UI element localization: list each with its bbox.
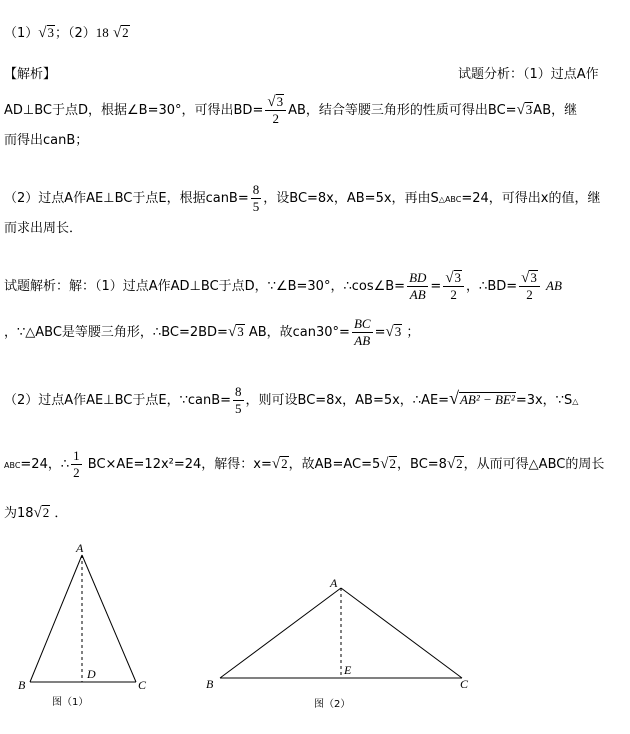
fig2-caption: 图（2） [314, 699, 351, 710]
analysis-text-3a: （2）过点A作AE⊥BC于点E，根据canB= [4, 191, 249, 206]
answer-sqrt3: 3 [47, 25, 55, 40]
solution-text-4d: ，BC=8 [397, 457, 447, 472]
solution-fraction-2: $\frac{√3}{2}$ [443, 270, 464, 303]
solution-text-4c: ，故AB=AC=5 [288, 457, 381, 472]
fig1-label-a: A [76, 541, 84, 555]
solution-frac5-den: 5 [235, 401, 242, 416]
solution-sub-triangle: △ [572, 397, 579, 406]
answer-separator: ；（2） [55, 26, 96, 41]
figure-2 [200, 570, 480, 720]
fig2-side-ac [341, 588, 462, 678]
analysis-line-4: 而求出周长． [4, 221, 83, 236]
fig1-side-ab [30, 555, 82, 682]
solution-fraction-1 [407, 270, 428, 303]
answer-coef: 18 [95, 25, 109, 40]
solution-radical-ae: AB² − BE² [459, 392, 515, 407]
analysis-text-3c: =24，可得出x的值，继 [461, 191, 601, 206]
solution-fraction-4 [352, 316, 373, 349]
solution-frac1-num: BD [409, 270, 427, 285]
solution-text-3a: （2）过点A作AE⊥BC于点E，∵canB= [4, 393, 232, 408]
answer-sqrt2: 2 [122, 25, 129, 40]
solution-fraction-6 [71, 448, 82, 481]
solution-frac5-num: 8 [235, 384, 242, 399]
solution-frac2-num: 3 [454, 270, 462, 285]
analysis-fraction-3 [251, 182, 262, 215]
answer-part1-label: （1） [4, 26, 39, 41]
fig1-side-ac [82, 555, 136, 682]
solution-text-3c: =3x，∵S [515, 393, 573, 408]
answer-line: （1）√3；（2）18 √2 [4, 25, 129, 41]
solution-frac2-den: 2 [450, 287, 457, 302]
solution-frac4-den: AB [354, 333, 371, 348]
solution-line-3: （2）过点A作AE⊥BC于点E，∵canB= $\frac{8}{5}$ ，则可设BC=8x，AB=5x，∴AE=√AB² − BE²=3x，∵S△ [4, 384, 579, 416]
solution-eq-2: = [374, 325, 386, 340]
fig2-label-c: C [460, 677, 469, 691]
analysis-frac-den: 2 [272, 111, 279, 126]
solution-text-1b: ，∴BD= [466, 279, 518, 294]
fig2-side-ab [220, 588, 341, 678]
solution-fraction-3: $\frac{√3}{2}$ [519, 270, 540, 303]
solution-sqrt-2b: 3 [394, 324, 402, 339]
solution-text-1a: 试题解析：解：（1）过点A作AD⊥BC于点D，∵∠B=30°，∴cos∠B= [4, 279, 406, 294]
solution-text-3b: ，则可设BC=8x，AB=5x，∴AE= [245, 393, 450, 408]
fig2-label-e: E [344, 663, 352, 677]
figure-1 [0, 535, 200, 715]
solution-sqrt-4c: 2 [456, 456, 463, 471]
analysis-line-3 [4, 182, 601, 215]
solution-frac6-num: 1 [73, 448, 80, 463]
fig1-label-d: D [87, 667, 96, 681]
solution-text-2b: AB，故can30°= [248, 325, 350, 340]
solution-fraction-5 [233, 384, 244, 417]
analysis-text-1b: AB，结合等腰三角形的性质可得出BC= [288, 103, 517, 118]
solution-frac4-num: BC [353, 316, 371, 331]
solution-sub-abc: ABC [4, 461, 21, 470]
solution-text-4a: =24，∴ [20, 457, 70, 472]
solution-frac3-den: 2 [526, 287, 533, 302]
solution-line-5: 为18√2 ． [4, 505, 68, 521]
solution-line-1 [4, 270, 562, 303]
fig2-label-a: A [330, 576, 338, 590]
solution-text-1c: AB [546, 278, 562, 293]
solution-sqrt-4a: 2 [281, 456, 288, 471]
fig2-label-b: B [206, 677, 214, 691]
fig1-label-b: B [18, 678, 26, 692]
analysis-text-1d: AB，继 [533, 103, 578, 118]
analysis-text-1a: AD⊥BC于点D，根据∠B=30°，可得出BD= [4, 103, 264, 118]
analysis-sub-abc: △ABC [438, 195, 462, 204]
solution-frac6-den: 2 [73, 465, 80, 480]
solution-sqrt-5: 2 [42, 505, 50, 520]
analysis-line-1: AD⊥BC于点D，根据∠B=30°，可得出BD= $\frac{√3}{2}$ AB，结合等腰三角形的性质可得出BC=√3AB，继 [4, 94, 578, 126]
solution-text-2end: ； [406, 325, 420, 340]
fig1-label-c: C [138, 678, 147, 692]
analysis-fraction-1: $\frac{√3}{2}$ [265, 94, 286, 127]
fig1-caption: 图（1） [52, 697, 89, 708]
analysis-frac3-num: 8 [252, 182, 260, 197]
analysis-heading: 【解析】 [4, 67, 57, 82]
solution-text-5a: 为18 [4, 506, 34, 521]
solution-text-5b: ． [54, 506, 68, 521]
analysis-frac-num: 3 [276, 94, 284, 109]
solution-sqrt-2a: 3 [237, 324, 244, 339]
analysis-sqrt-1: 3 [525, 102, 533, 117]
solution-sqrt-4b: 2 [389, 456, 396, 471]
solution-eq-1: = [430, 279, 442, 294]
solution-line-4: ABC=24，∴ $\frac{1}{2}$ BC×AE=12x²=24，解得：x=√2，故AB=AC=5√2，BC=8√2，从而可得△ABC的周长 [4, 448, 605, 480]
analysis-label: 试题分析：（1）过点A作 [458, 67, 599, 82]
solution-line-2: ，∵△ABC是等腰三角形，∴BC=2BD=√3 AB，故can30°= $\frac{BC}{AB}$ =√3 ； [4, 316, 420, 348]
solution-frac3-num: 3 [530, 270, 537, 285]
analysis-frac3-den: 5 [252, 199, 260, 214]
solution-text-4e: ，从而可得△ABC的周长 [463, 457, 605, 472]
solution-text-2a: ，∵△ABC是等腰三角形，∴BC=2BD= [4, 325, 228, 340]
solution-text-4b: BC×AE=12x²=24，解得：x= [87, 457, 272, 472]
analysis-line-2: 而得出canB； [4, 133, 89, 148]
solution-frac1-den: AB [409, 287, 426, 302]
analysis-text-3b: ，设BC=8x，AB=5x，再由S [263, 191, 439, 206]
